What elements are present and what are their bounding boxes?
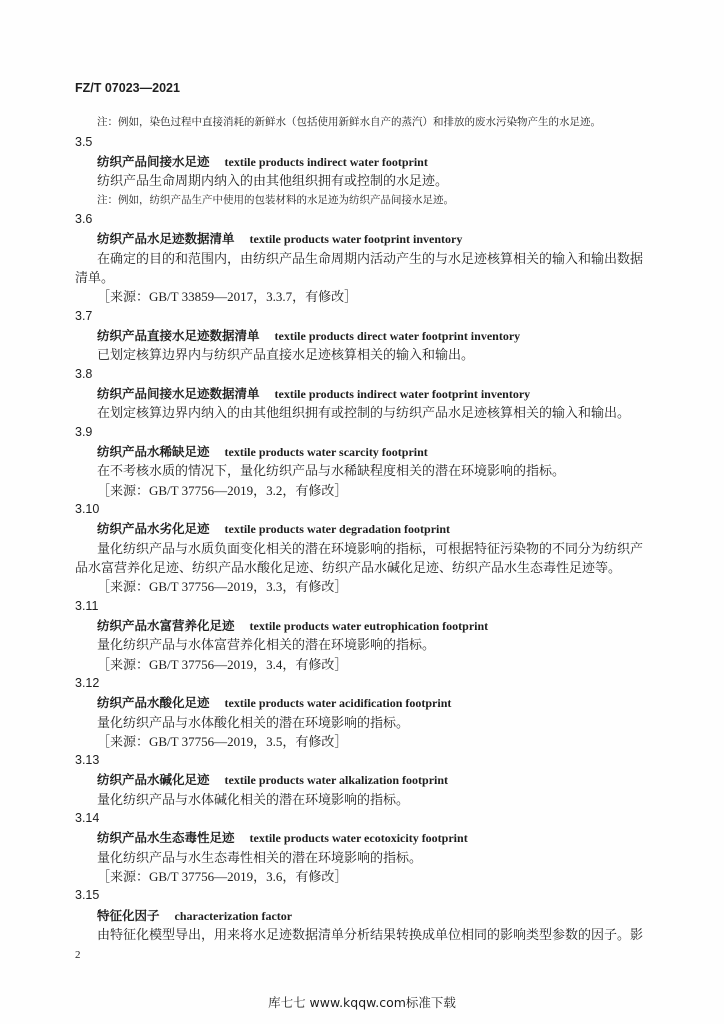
term-definition-continued: 清单。 [75,269,115,285]
term-number: 3.10 [75,501,100,516]
term-entry [75,365,685,423]
term-number: 3.7 [75,308,93,323]
term-chinese: 纺织产品间接水足迹 [97,153,210,169]
term-number: 3.8 [75,366,93,381]
term-entry [75,674,685,751]
term-entry [75,886,685,944]
term-chinese: 纺织产品水生态毒性足迹 [97,830,235,846]
term-chinese: 纺织产品直接水足迹数据清单 [97,327,260,343]
term-chinese: 纺织产品水足迹数据清单 [97,231,235,247]
term-heading [75,906,685,925]
term-source: ［来源：GB/T 37756—2019，3.3，有修改］ [97,579,348,595]
term-entry [75,809,685,886]
term-heading [75,693,685,712]
term-definition: 在不考核水质的情况下，量化纺织产品与水稀缺程度相关的潜在环境影响的指标。 [97,463,566,479]
term-english: textile products indirect water footprint inventory [274,386,531,401]
term-entry [75,597,685,674]
site-footer: 库七七 www.kqqw.com标准下载 [268,995,456,1010]
term-definition: 量化纺织产品与水质负面变化相关的潜在环境影响的指标，可根据特征污染物的不同分为纺织产 [97,540,644,556]
term-entry [75,133,685,210]
term-heading [75,616,685,635]
term-chinese: 纺织产品水稀缺足迹 [97,443,210,459]
term-number: 3.9 [75,424,93,439]
term-number: 3.12 [75,675,100,690]
term-heading [75,828,685,847]
term-source: ［来源：GB/T 37756—2019，3.2，有修改］ [97,482,348,498]
term-heading [75,229,685,248]
term-entry [75,307,685,365]
term-definition: 量化纺织产品与水体碱化相关的潜在环境影响的指标。 [97,791,410,807]
term-heading [75,384,685,403]
term-definition: 量化纺织产品与水体酸化相关的潜在环境影响的指标。 [97,714,410,730]
term-heading [75,442,685,461]
term-entry [75,210,685,307]
term-entry [75,423,685,500]
term-number: 3.11 [75,598,99,613]
term-english: textile products water scarcity footprint [224,444,428,459]
term-entry [75,500,685,597]
term-english: textile products direct water footprint inventory [274,328,521,343]
term-definition: 纺织产品生命周期内纳入的由其他组织拥有或控制的水足迹。 [97,173,449,189]
term-source: ［来源：GB/T 33859—2017，3.3.7，有修改］ [97,289,358,305]
term-definition: 量化纺织产品与水生态毒性相关的潜在环境影响的指标。 [97,849,423,865]
term-definition: 在确定的目的和范围内，由纺织产品生命周期内活动产生的与水足迹核算相关的输入和输出数据 [97,250,644,266]
term-english: textile products water degradation footprint [224,522,451,537]
term-definition: 已划定核算边界内与纺织产品直接水足迹核算相关的输入和输出。 [97,347,475,363]
term-heading [75,770,685,789]
term-note: 注：例如，纺织产品生产中使用的包装材料的水足迹为纺织产品间接水足迹。 [97,194,454,206]
term-number: 3.14 [75,811,100,826]
term-english: textile products water ecotoxicity footprint [249,831,468,846]
term-chinese: 纺织产品间接水足迹数据清单 [97,385,260,401]
term-english: characterization factor [174,908,293,923]
term-entry [75,751,685,809]
term-number: 3.13 [75,753,100,768]
term-heading [75,152,685,171]
term-chinese: 纺织产品水碱化足迹 [97,772,210,788]
term-definition: 在划定核算边界内纳入的由其他组织拥有或控制的与纺织产品水足迹核算相关的输入和输出。 [97,405,631,421]
term-definition: 由特征化模型导出，用来将水足迹数据清单分析结果转换成单位相同的影响类型参数的因子。影 [97,927,644,943]
term-source: ［来源：GB/T 37756—2019，3.4，有修改］ [97,656,348,672]
term-english: textile products water footprint inventory [249,232,463,247]
carryover-note: 注：例如，染色过程中直接消耗的新鲜水（包括使用新鲜水自产的蒸汽）和排放的废水污染物产生的水足迹。 [97,117,601,129]
terms-section [75,113,685,944]
term-english: textile products water eutrophication footprint [249,618,489,633]
term-chinese: 纺织产品水富营养化足迹 [97,617,235,633]
term-english: textile products indirect water footprint [224,154,428,169]
term-source: ［来源：GB/T 37756—2019，3.5，有修改］ [97,733,348,749]
term-chinese: 纺织产品水劣化足迹 [97,521,210,537]
term-heading [75,519,685,538]
term-english: textile products water acidification footprint [224,696,452,711]
term-chinese: 纺织产品水酸化足迹 [97,695,210,711]
page-number: 2 [75,949,81,961]
term-number: 3.5 [75,134,93,149]
term-source: ［来源：GB/T 37756—2019，3.6，有修改］ [97,869,348,885]
term-definition: 量化纺织产品与水体富营养化相关的潜在环境影响的指标。 [97,637,436,653]
term-number: 3.15 [75,888,100,903]
term-definition-continued: 品水富营养化足迹、纺织产品水酸化足迹、纺织产品水碱化足迹、纺织产品水生态毒性足迹等。 [75,559,622,575]
term-english: textile products water alkalization footprint [224,773,449,788]
term-number: 3.6 [75,211,93,226]
standard-code: FZ/T 07023—2021 [75,81,180,95]
term-heading [75,326,685,345]
term-chinese: 特征化因子 [97,907,160,923]
